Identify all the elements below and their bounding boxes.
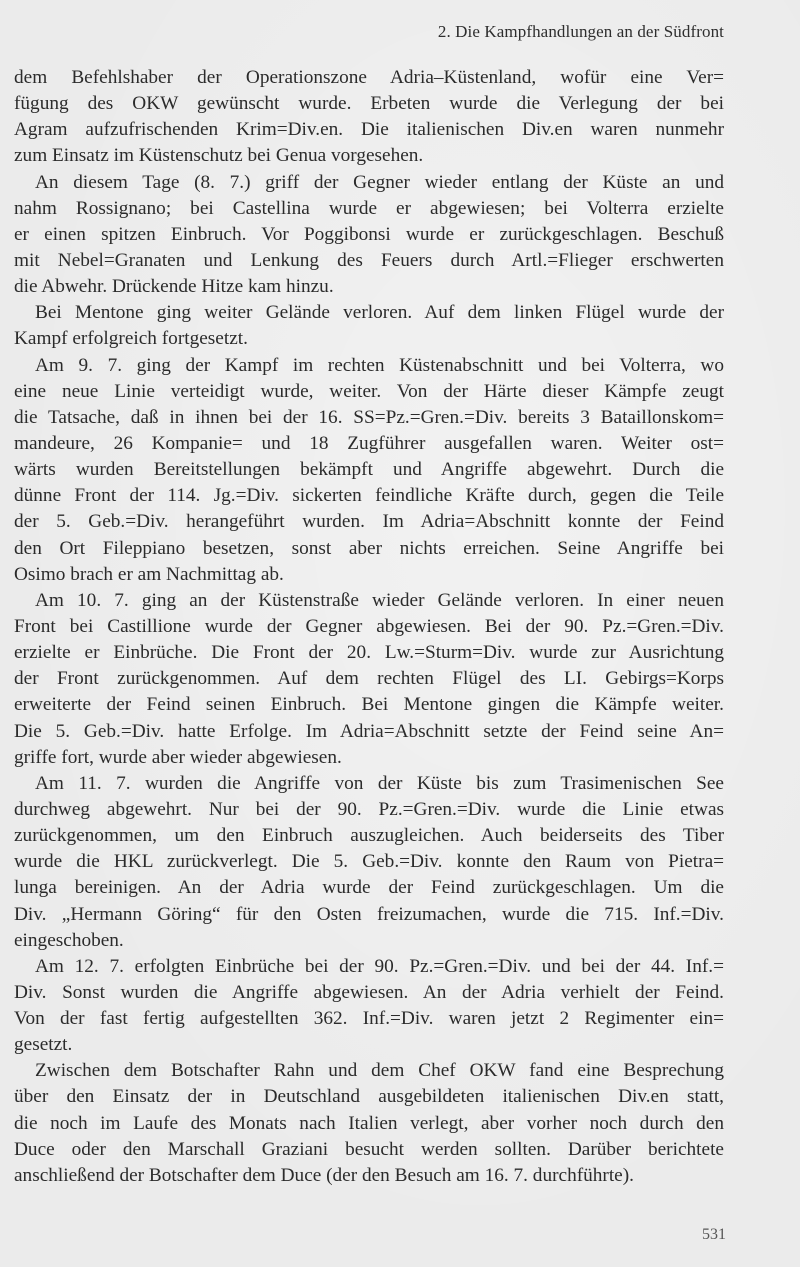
text-line: griffe fort, wurde aber wieder abgewiesen. xyxy=(14,746,342,768)
text-line: Am 11. 7. wurden die Angriffe von der Küste bis zum Trasimenischen See xyxy=(35,772,724,794)
text-line: anschließend der Botschafter dem Duce (der den Besuch am 16. 7. durchführte). xyxy=(14,1164,634,1186)
text-line: dünne Front der 114. Jg.=Div. sickerten feindliche Kräfte durch, gegen die Teile xyxy=(14,485,724,507)
text-line: die noch im Laufe des Monats nach Italien verlegt, aber vorher noch durch den xyxy=(14,1112,724,1134)
text-line: wurde die HKL zurückverlegt. Die 5. Geb.=Div. konnte den Raum von Pietra= xyxy=(14,851,724,873)
text-line: Div. „Hermann Göring“ für den Osten freizumachen, wurde die 715. Inf.=Div. xyxy=(14,903,724,925)
paragraph xyxy=(14,65,724,170)
text-line: erzielte er Einbrüche. Die Front der 20. Lw.=Sturm=Div. wurde zur Ausrichtung xyxy=(14,642,724,664)
text-line: Am 12. 7. erfolgten Einbrüche bei der 90. Pz.=Gren.=Div. und bei der 44. Inf.= xyxy=(35,955,724,977)
text-line: die Tatsache, daß in ihnen bei der 16. SS=Pz.=Gren.=Div. bereits 3 Bataillonskom= xyxy=(14,406,724,428)
body-text xyxy=(14,65,724,1189)
text-line: der 5. Geb.=Div. herangeführt wurden. Im Adria=Abschnitt konnte der Feind xyxy=(14,511,724,533)
text-line: die Abwehr. Drückende Hitze kam hinzu. xyxy=(14,276,334,298)
text-line: Bei Mentone ging weiter Gelände verloren. Auf dem linken Flügel wurde der xyxy=(35,302,724,324)
text-line: Duce oder den Marschall Graziani besucht werden sollten. Darüber berichtete xyxy=(14,1138,724,1160)
text-line: Die 5. Geb.=Div. hatte Erfolge. Im Adria=Abschnitt setzte der Feind seine An= xyxy=(14,720,724,742)
paragraph xyxy=(14,771,724,954)
text-line: Kampf erfolgreich fortgesetzt. xyxy=(14,328,248,350)
text-line: An diesem Tage (8. 7.) griff der Gegner wieder entlang der Küste an und xyxy=(35,171,724,193)
text-line: Am 10. 7. ging an der Küstenstraße wieder Gelände verloren. In einer neuen xyxy=(35,589,724,611)
text-line: Osimo brach er am Nachmittag ab. xyxy=(14,563,284,585)
page-number: 531 xyxy=(702,1226,726,1243)
running-head: 2. Die Kampfhandlungen an der Südfront xyxy=(437,22,724,41)
text-line: der Front zurückgenommen. Auf dem rechten Flügel des LI. Gebirgs=Korps xyxy=(14,668,724,690)
text-line: eingeschoben. xyxy=(14,929,124,951)
text-line: Div. Sonst wurden die Angriffe abgewiesen. An der Adria verhielt der Feind. xyxy=(14,981,724,1003)
text-line: Agram aufzufrischenden Krim=Div.en. Die italienischen Div.en waren nunmehr xyxy=(14,119,724,141)
paragraph xyxy=(14,170,724,301)
text-line: eine neue Linie verteidigt wurde, weiter. Von der Härte dieser Kämpfe zeugt xyxy=(14,380,724,402)
text-line: er einen spitzen Einbruch. Vor Poggibonsi wurde er zurückgeschlagen. Beschuß xyxy=(14,223,724,245)
text-line: Front bei Castillione wurde der Gegner abgewiesen. Bei der 90. Pz.=Gren.=Div. xyxy=(14,615,724,637)
text-line: Am 9. 7. ging der Kampf im rechten Küstenabschnitt und bei Volterra, wo xyxy=(35,354,724,376)
text-line: den Ort Fileppiano besetzen, sonst aber nichts erreichen. Seine Angriffe bei xyxy=(14,537,724,559)
text-line: mit Nebel=Granaten und Lenkung des Feuers durch Artl.=Flieger erschwerten xyxy=(14,249,724,271)
text-line: Zwischen dem Botschafter Rahn und dem Chef OKW fand eine Besprechung xyxy=(35,1060,724,1082)
text-line: durchweg abgewehrt. Nur bei der 90. Pz.=Gren.=Div. wurde die Linie etwas xyxy=(14,798,724,820)
paragraph xyxy=(14,1058,724,1189)
text-line: fügung des OKW gewünscht wurde. Erbeten wurde die Verlegung der bei xyxy=(14,93,724,115)
text-line: dem Befehlshaber der Operationszone Adria–Küstenland, wofür eine Ver= xyxy=(14,67,724,88)
text-line: erweiterte der Feind seinen Einbruch. Bei Mentone gingen die Kämpfe weiter. xyxy=(14,694,724,716)
text-line: über den Einsatz der in Deutschland ausgebildeten italienischen Div.en statt, xyxy=(14,1086,724,1108)
paragraph xyxy=(14,300,724,352)
paragraph xyxy=(14,588,724,771)
text-line: gesetzt. xyxy=(14,1034,73,1056)
paragraph xyxy=(14,353,724,588)
text-line: lunga bereinigen. An der Adria wurde der Feind zurückgeschlagen. Um die xyxy=(14,877,724,899)
text-line: zum Einsatz im Küstenschutz bei Genua vorgesehen. xyxy=(14,145,424,167)
text-line: wärts wurden Bereitstellungen bekämpft und Angriffe abgewehrt. Durch die xyxy=(14,459,724,481)
paragraph xyxy=(14,954,724,1059)
text-line: mandeure, 26 Kompanie= und 18 Zugführer ausgefallen waren. Weiter ost= xyxy=(14,432,724,454)
text-line: zurückgenommen, um den Einbruch auszugleichen. Auch beiderseits des Tiber xyxy=(14,825,724,847)
text-line: Von der fast fertig aufgestellten 362. Inf.=Div. waren jetzt 2 Regimenter ein= xyxy=(14,1008,724,1030)
text-line: nahm Rossignano; bei Castellina wurde er abgewiesen; bei Volterra erzielte xyxy=(14,197,724,219)
